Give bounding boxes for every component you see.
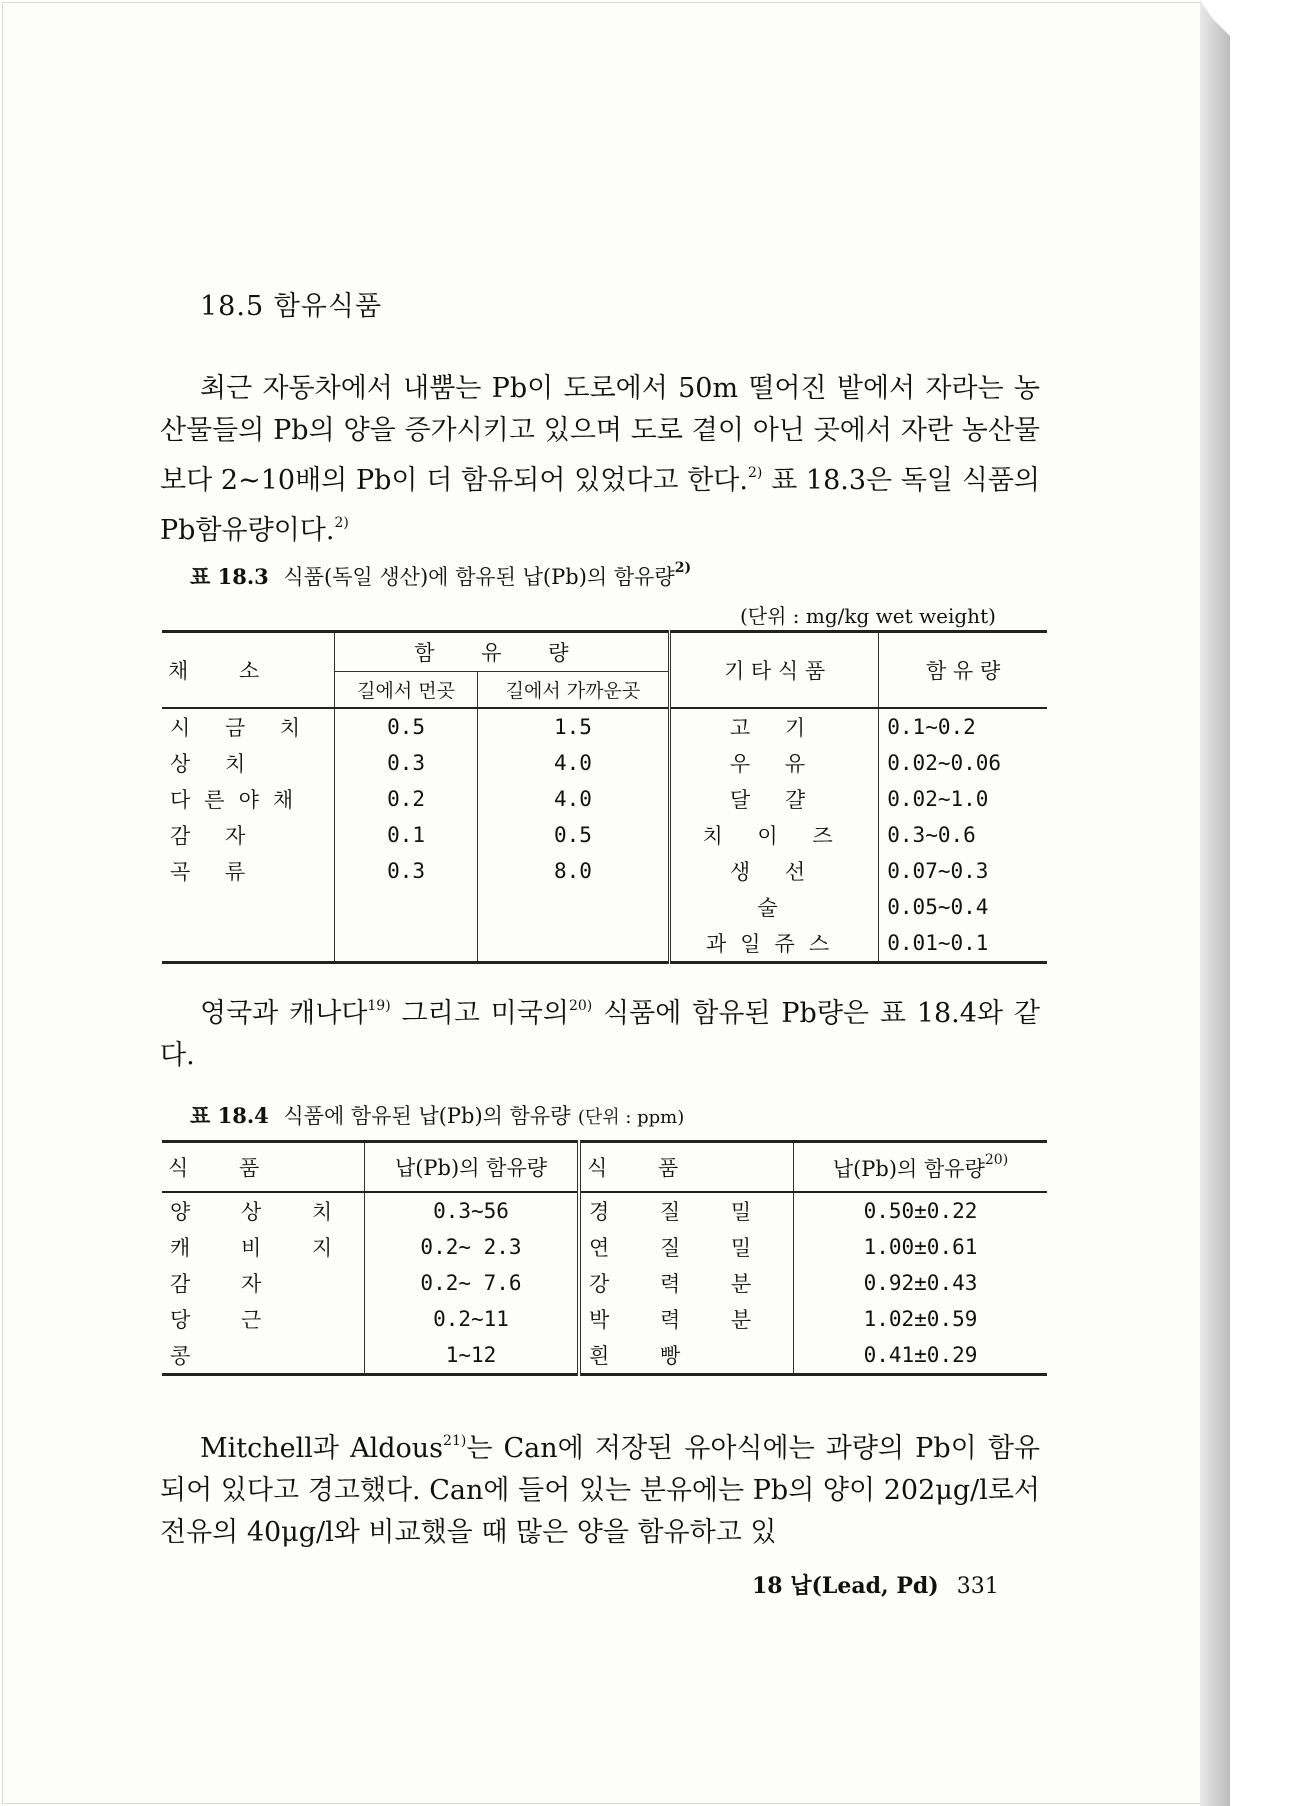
cell-content: 0.01~0.1 (879, 925, 1047, 963)
table2-number: 표 18.4 (190, 1103, 269, 1128)
ref: 2) (747, 465, 763, 481)
cell-vegetable (162, 889, 335, 925)
cell-vegetable (162, 925, 335, 963)
ref: 20) (568, 998, 593, 1014)
page-footer (752, 1569, 999, 1600)
cell-vegetable: 다른야채 (170, 788, 308, 812)
cell-vegetable: 감 자 (170, 824, 260, 848)
cell-other-food: 치 이 즈 (669, 817, 878, 853)
cell-lead: 0.2~11 (365, 1301, 580, 1337)
paragraph-3 (160, 1420, 1040, 1554)
table-row (162, 853, 1047, 889)
cell-near (478, 889, 670, 925)
cell-far: 0.5 (335, 708, 478, 745)
para3-text-a: Mitchell과 Aldous (200, 1433, 444, 1464)
cell-far: 0.2 (335, 781, 478, 817)
para2-text-c: 식품에 함유된 Pb량은 표 18.4와 같다. (160, 998, 1040, 1071)
table2-body (162, 1192, 1047, 1375)
col-header-far: 길에서 먼곳 (335, 672, 478, 709)
cell-near: 4.0 (478, 745, 670, 781)
table1-caption (190, 560, 691, 591)
cell-content: 0.1~0.2 (879, 708, 1047, 745)
table2-unit: (단위 : ppm) (577, 1107, 685, 1128)
cell-content: 0.02~1.0 (879, 781, 1047, 817)
cell-food: 감 자 (170, 1272, 284, 1296)
col-header-vegetable: 채 소 (162, 632, 335, 709)
col-header-content2: 함 유 량 (879, 632, 1047, 709)
cell-near (478, 925, 670, 963)
ref: 2) (334, 515, 349, 531)
table-row (162, 1192, 1047, 1229)
cell-lead: 0.2~ 7.6 (365, 1265, 580, 1301)
col-header-content: 함 유 량 (335, 632, 670, 672)
cell-food2: 박 력 분 (579, 1301, 794, 1337)
cell-food2: 연 질 밀 (579, 1229, 794, 1265)
ref: 2) (674, 560, 692, 576)
page-edge (1200, 0, 1230, 1806)
cell-near: 8.0 (478, 853, 670, 889)
table1-body (162, 708, 1047, 963)
cell-content: 0.3~0.6 (879, 817, 1047, 853)
cell-other-food: 우 유 (669, 745, 878, 781)
page-number: 331 (956, 1574, 999, 1599)
col-header-lead2-label: 납(Pb)의 함유량 (832, 1156, 985, 1181)
para1-text: 최근 자동차에서 내뿜는 Pb이 도로에서 50m 떨어진 밭에서 자라는 농산물들의 Pb의 양을 증가시키고 있으며 도로 곁이 아닌 곳에서 자란 농산물보다 2~10배의 Pb이 더 함유되어 있었다고 한다. (160, 373, 1040, 496)
cell-content: 0.02~0.06 (879, 745, 1047, 781)
table-row (162, 1301, 1047, 1337)
ref: 20) (984, 1151, 1009, 1168)
cell-food2: 강 력 분 (579, 1265, 794, 1301)
para3-text-b: 는 Can에 저장된 유아식에는 과량의 Pb이 함유되어 있다고 경고했다. Can에 들어 있는 분유에는 Pb의 양이 202μg/l로서 전유의 40μg/l와 비교했을 때 많은 양을 함유하고 있 (160, 1433, 1040, 1548)
table-row (162, 1265, 1047, 1301)
paragraph-1 (160, 368, 1040, 552)
cell-food: 당 근 (170, 1308, 284, 1332)
cell-far: 0.1 (335, 817, 478, 853)
para1b-text: 표 18.3은 독일 식품의 Pb함유량이다. (160, 465, 1041, 546)
table-row (162, 1337, 1047, 1375)
col-header-food2: 식 품 (579, 1142, 794, 1193)
table-row (162, 745, 1047, 781)
paragraph-2 (160, 985, 1040, 1077)
cell-food: 콩 (170, 1344, 213, 1368)
table-18-4 (162, 1140, 1047, 1376)
col-header-lead2 (794, 1142, 1048, 1193)
table2-caption (190, 1100, 684, 1130)
cell-lead2: 0.50±0.22 (794, 1192, 1048, 1229)
cell-lead2: 1.02±0.59 (794, 1301, 1048, 1337)
table-row (162, 817, 1047, 853)
cell-far (335, 889, 478, 925)
cell-near: 0.5 (478, 817, 670, 853)
para2-text-a: 영국과 캐나다 (200, 998, 368, 1029)
table-row (162, 889, 1047, 925)
cell-near: 1.5 (478, 708, 670, 745)
col-header-food: 식 품 (162, 1142, 365, 1193)
cell-lead2: 0.41±0.29 (794, 1337, 1048, 1375)
cell-near: 4.0 (478, 781, 670, 817)
cell-far: 0.3 (335, 745, 478, 781)
cell-food2: 흰 빵 (579, 1337, 794, 1375)
cell-lead: 0.2~ 2.3 (365, 1229, 580, 1265)
table-row (162, 708, 1047, 745)
cell-content: 0.07~0.3 (879, 853, 1047, 889)
cell-far (335, 925, 478, 963)
cell-lead: 0.3~56 (365, 1192, 580, 1229)
table1-title: 식품(독일 생산)에 함유된 납(Pb)의 함유량 (283, 565, 675, 589)
cell-lead2: 1.00±0.61 (794, 1229, 1048, 1265)
cell-other-food: 고 기 (669, 708, 878, 745)
col-header-lead: 납(Pb)의 함유량 (365, 1142, 580, 1193)
cell-vegetable: 곡 류 (170, 860, 260, 884)
table-row (162, 925, 1047, 963)
table-18-3 (162, 630, 1047, 964)
cell-food: 양 상 치 (170, 1200, 355, 1224)
ref: 19) (367, 998, 391, 1014)
table-row (162, 1229, 1047, 1265)
para2-text-b: 그리고 미국의 (390, 998, 569, 1029)
cell-lead: 1~12 (365, 1337, 580, 1375)
cell-vegetable: 상 치 (170, 752, 260, 776)
cell-lead2: 0.92±0.43 (794, 1265, 1048, 1301)
cell-far: 0.3 (335, 853, 478, 889)
cell-other-food: 달 걀 (669, 781, 878, 817)
cell-other-food: 과일쥬스 (669, 925, 878, 963)
cell-vegetable: 시 금 치 (170, 716, 315, 740)
running-title: 18 납(Lead, Pd) (752, 1573, 939, 1599)
ref: 21) (443, 1433, 467, 1449)
table-row (162, 781, 1047, 817)
table1-unit: (단위 : mg/kg wet weight) (740, 604, 996, 628)
section-heading: 18.5 함유식품 (200, 291, 383, 322)
col-header-near: 길에서 가까운곳 (478, 672, 670, 709)
cell-food: 캐 비 지 (170, 1236, 355, 1260)
table1-number: 표 18.3 (190, 564, 269, 589)
cell-food2: 경 질 밀 (579, 1192, 794, 1229)
col-header-other-food: 기 타 식 품 (669, 632, 878, 709)
cell-content: 0.05~0.4 (879, 889, 1047, 925)
table2-title: 식품에 함유된 납(Pb)의 함유량 (283, 1104, 571, 1128)
cell-other-food: 생 선 (669, 853, 878, 889)
cell-other-food: 술 (669, 889, 878, 925)
